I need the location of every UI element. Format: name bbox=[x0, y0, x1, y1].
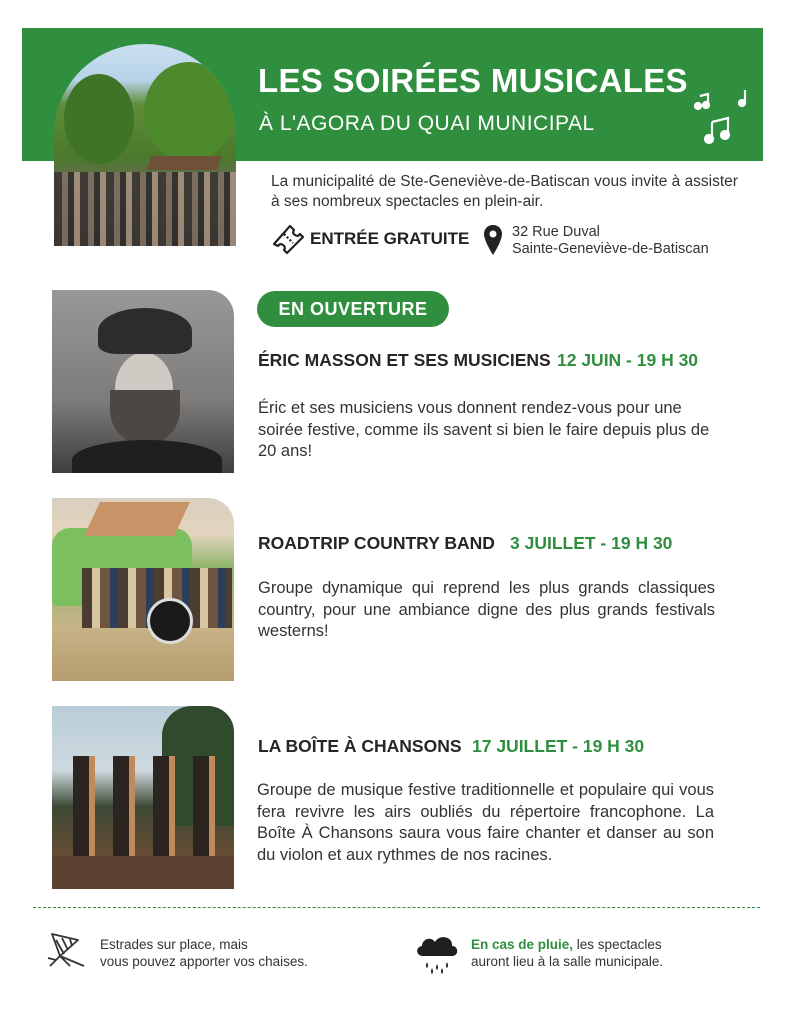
performer-name: LA BOÎTE À CHANSONS bbox=[258, 736, 462, 756]
opening-badge: EN OUVERTURE bbox=[257, 291, 449, 327]
rain-note-line1 bbox=[471, 937, 662, 952]
dashed-divider bbox=[33, 907, 760, 908]
performance-description: Groupe dynamique qui reprend les plus grands classiques country, pour une ambiance digne des plus grands festivals westerns! bbox=[258, 579, 715, 640]
address-city: Sainte-Geneviève-de-Batiscan bbox=[512, 241, 709, 257]
performance-date: 12 JUIN - 19 H 30 bbox=[557, 350, 699, 370]
rain-note-highlight: En cas de pluie, bbox=[471, 937, 574, 952]
rain-cloud-icon bbox=[413, 930, 461, 976]
header-photo-crowd bbox=[54, 44, 236, 246]
page-subtitle: À L'AGORA DU QUAI MUNICIPAL bbox=[259, 112, 595, 135]
rain-note-line2: auront lieu à la salle municipale. bbox=[471, 954, 664, 969]
performance-date: 17 JUILLET - 19 H 30 bbox=[472, 736, 645, 756]
rain-note-line1-rest: les spectacles bbox=[573, 937, 662, 952]
performance-description: Groupe de musique festive traditionnelle et populaire qui vous fera revivre les airs oubliés du répertoire francophone. La Boîte À Chansons saura vous faire chanter et danser au son du violon et aux rythmes de nos racines. bbox=[257, 781, 714, 864]
roadtrip-band-photo bbox=[52, 498, 234, 681]
intro-text: La municipalité de Ste-Geneviève-de-Batiscan vous invite à assister à ses nombreux spectacles en plein-air. bbox=[271, 173, 738, 210]
performance-description: Éric et ses musiciens vous donnent rendez-vous pour une soirée festive, comme ils savent si bien le faire depuis plus de 20 ans! bbox=[258, 399, 710, 460]
location-pin-icon bbox=[483, 224, 503, 256]
page-title: LES SOIRÉES MUSICALES bbox=[258, 62, 688, 99]
chairs-note-line1: Estrades sur place, mais bbox=[100, 937, 248, 952]
free-entry-label: ENTRÉE GRATUITE bbox=[310, 229, 470, 248]
performer-name: ROADTRIP COUNTRY BAND bbox=[258, 533, 495, 553]
chairs-note-line2: vous pouvez apporter vos chaises. bbox=[100, 954, 308, 969]
boite-a-chansons-photo bbox=[52, 706, 234, 889]
address-street: 32 Rue Duval bbox=[512, 224, 600, 240]
performance-date: 3 JUILLET - 19 H 30 bbox=[510, 533, 673, 553]
music-notes-icon bbox=[690, 88, 760, 148]
performer-name: ÉRIC MASSON ET SES MUSICIENS bbox=[258, 350, 551, 370]
eric-masson-photo bbox=[52, 290, 234, 473]
ticket-icon bbox=[270, 222, 306, 256]
beach-chair-icon bbox=[44, 930, 90, 970]
